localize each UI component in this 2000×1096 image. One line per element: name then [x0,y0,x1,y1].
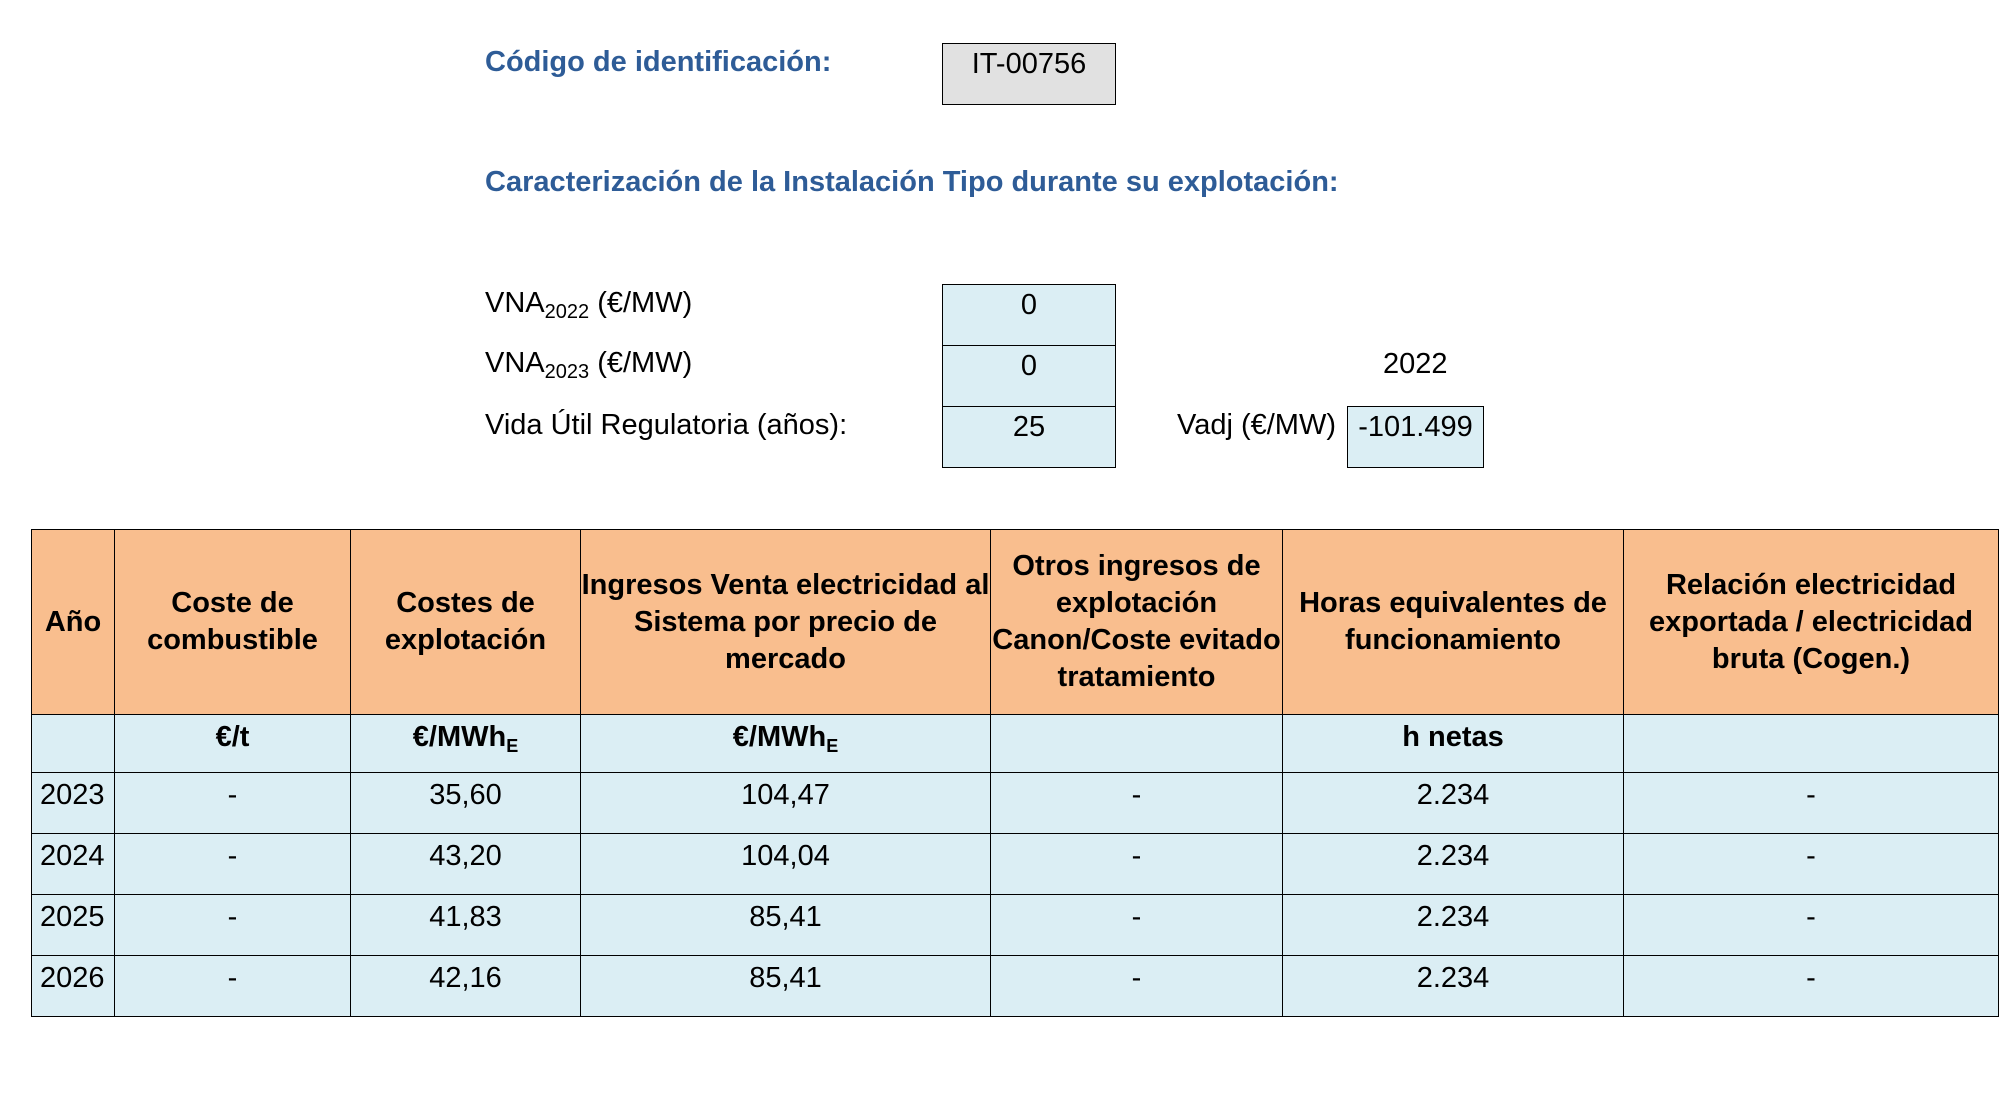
header-ano: Año [32,530,115,715]
unit-cell: h netas [1283,715,1624,773]
header-costes-explotacion: Costes de explotación [351,530,581,715]
unit-cell: €/MWh$_E$ [351,715,581,773]
table-cell[interactable]: 41,83 [351,895,581,956]
table-cell[interactable]: 2.234 [1283,834,1624,895]
vida-util-label: Vida Útil Regulatoria (años): [485,409,848,441]
header-horas-equivalentes: Horas equivalentes de funcionamiento [1283,530,1624,715]
table-row [32,834,1999,895]
table-cell[interactable]: - [115,834,351,895]
unit-cell [32,715,115,773]
unit-cell [1624,715,1999,773]
table-row [32,956,1999,1017]
year-2022-label: 2022 [1383,348,1448,380]
year-cell[interactable]: 2024 [32,834,115,895]
table-cell[interactable]: 2.234 [1283,773,1624,834]
vna2022-value[interactable]: 0 [942,284,1116,346]
year-cell[interactable]: 2025 [32,895,115,956]
table-row [32,773,1999,834]
table-cell[interactable]: 2.234 [1283,895,1624,956]
vida-util-value[interactable]: 25 [942,406,1116,468]
year-cell[interactable]: 2026 [32,956,115,1017]
table-cell[interactable]: 43,20 [351,834,581,895]
unit-cell [991,715,1283,773]
vna2023-value[interactable]: 0 [942,345,1116,407]
table-cell[interactable]: - [1624,834,1999,895]
table-cell[interactable]: - [1624,956,1999,1017]
vadj-value[interactable]: -101.499 [1347,406,1484,468]
table-cell[interactable]: - [991,773,1283,834]
operation-table [31,529,1999,1017]
table-cell[interactable]: 104,47 [581,773,991,834]
table-cell[interactable]: - [115,773,351,834]
table-cell[interactable]: - [115,956,351,1017]
table-cell[interactable]: - [991,834,1283,895]
table-cell[interactable]: - [1624,895,1999,956]
table-cell[interactable]: - [115,895,351,956]
vadj-label: Vadj (€/MW) [1177,409,1336,441]
unit-cell: €/MWh$_E$ [581,715,991,773]
table-cell[interactable]: 42,16 [351,956,581,1017]
header-relacion-electricidad: Relación electricidad exportada / electricidad bruta (Cogen.) [1624,530,1999,715]
id-label: Código de identificación: [485,46,832,78]
year-cell[interactable]: 2023 [32,773,115,834]
table-cell[interactable]: - [991,956,1283,1017]
header-ingresos-venta: Ingresos Venta electricidad al Sistema por precio de mercado [581,530,991,715]
table-row [32,895,1999,956]
table-cell[interactable]: 104,04 [581,834,991,895]
table-cell[interactable]: 35,60 [351,773,581,834]
header-otros-ingresos: Otros ingresos de explotación Canon/Coste evitado tratamiento [991,530,1283,715]
section-subtitle: Caracterización de la Instalación Tipo durante su explotación: [485,166,1339,198]
vna2022-label: $VNA_{2022}$ (€/MW) [485,287,693,323]
table-cell[interactable]: - [991,895,1283,956]
header-coste-combustible: Coste de combustible [115,530,351,715]
table-cell[interactable]: 2.234 [1283,956,1624,1017]
vna2023-label: $VNA_{2023}$ (€/MW) [485,347,693,383]
id-value-box[interactable]: IT-00756 [942,43,1116,105]
table-cell[interactable]: 85,41 [581,956,991,1017]
table-cell[interactable]: 85,41 [581,895,991,956]
unit-cell: €/t [115,715,351,773]
table-cell[interactable]: - [1624,773,1999,834]
